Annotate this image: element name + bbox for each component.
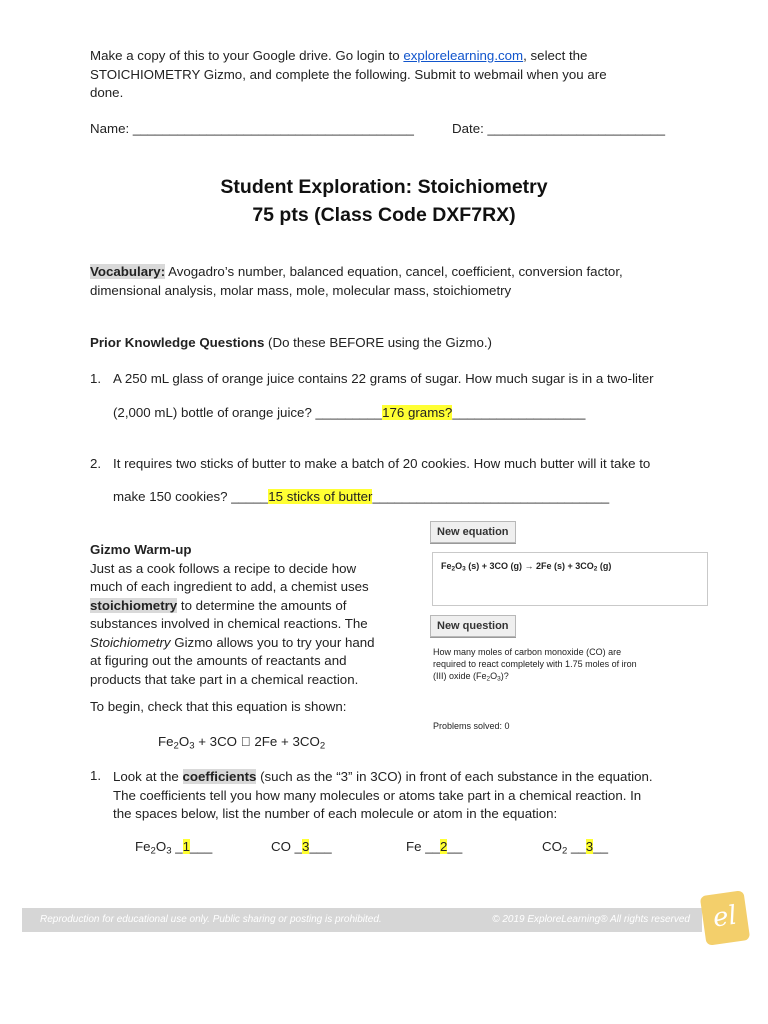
- warmup-text: products that take part in a chemical reaction.: [90, 671, 359, 687]
- equation-display: [432, 552, 708, 606]
- new-question-button[interactable]: New question: [430, 615, 516, 637]
- warmup-section: [90, 541, 410, 689]
- copyright-footer: [22, 908, 702, 932]
- co2-answer[interactable]: $CO_2$ __3__: [542, 839, 608, 857]
- fe2o3-answer[interactable]: $Fe_2O_3$ _1___: [135, 839, 213, 857]
- q1-answer[interactable]: 176 grams?: [382, 405, 453, 420]
- name-field[interactable]: Name: ______________________________________: [90, 121, 414, 136]
- coefficients-term: coefficients: [182, 769, 257, 784]
- intro-text: STOICHIOMETRY Gizmo, and complete the following. Submit to webmail when you are: [90, 66, 607, 82]
- gizmo-panel: [424, 516, 714, 746]
- check-instruction: To begin, check that this equation is shown:: [90, 699, 347, 714]
- fe2o3-coefficient[interactable]: 1: [182, 839, 191, 854]
- intro-text: , select the: [523, 48, 588, 63]
- gizmo-name: Stoichiometry: [90, 634, 171, 650]
- co-coefficient[interactable]: 3: [302, 839, 310, 854]
- vocabulary-label: Vocabulary:: [90, 264, 166, 279]
- q1-text: A 250 mL glass of orange juice contains 22 grams of sugar. How much sugar is in a two-liter: [113, 371, 654, 386]
- warmup-text: at figuring out the amounts of reactants and: [90, 653, 347, 668]
- q2-blank: ________________________________: [372, 489, 610, 504]
- q1-text: (2,000 mL) bottle of orange juice? _________: [113, 405, 383, 420]
- prior-heading-text: Prior Knowledge Questions: [90, 335, 265, 350]
- page-title: Student Exploration: Stoichiometry: [220, 176, 548, 198]
- q1-answer-line[interactable]: [113, 405, 585, 420]
- gizmo-equation: $Fe_2O_3$ (s) + 3CO (g) → 2Fe $(s) + 3CO_2$ (g): [441, 561, 612, 573]
- intro-text: Make a copy of this to your Google drive. Go login to: [90, 48, 404, 63]
- page-subtitle: 75 pts (Class Code DXF7RX): [252, 204, 516, 226]
- warmup-text: Gizmo allows you to try your hand: [170, 634, 375, 650]
- q2-text: It requires two sticks of butter to make a batch of 20 cookies. How much butter will it take to: [113, 456, 651, 471]
- co2-coefficient[interactable]: 3: [585, 839, 594, 854]
- warmup-text: Just as a cook follows a recipe to decide how: [90, 560, 357, 576]
- prior-note: (Do these BEFORE using the Gizmo.): [264, 335, 492, 350]
- q1-number: 1.: [90, 371, 102, 386]
- vocabulary-section: [90, 263, 690, 300]
- coef-q-number: 1.: [90, 768, 102, 783]
- q2-text: make 150 cookies? _____: [113, 489, 269, 504]
- q2-answer[interactable]: 15 sticks of butter: [268, 489, 373, 504]
- footer-notice: Reproduction for educational use only. Public sharing or posting is prohibited.: [40, 914, 382, 925]
- intro-text: done.: [90, 85, 124, 100]
- new-equation-button[interactable]: New equation: [430, 521, 516, 543]
- warmup-text: substances involved in chemical reactions. The: [90, 616, 368, 631]
- intro-paragraph: [90, 47, 690, 103]
- coef-question: Look at the coefficients (such as the “3” in 3CO) in front of each substance in the equation. The coefficients tell you how many molecules or atoms take part in a chemical reaction. In the spaces below, list the number of each molecule or atom in the equation:: [113, 769, 653, 821]
- fe-answer[interactable]: Fe __2__: [406, 839, 463, 854]
- q2-number: 2.: [90, 456, 102, 471]
- warmup-text: much of each ingredient to add, a chemist uses: [90, 579, 369, 594]
- stoichiometry-term: stoichiometry: [90, 597, 178, 613]
- warmup-text: to determine the amounts of: [177, 597, 347, 613]
- co-answer[interactable]: CO _3___: [271, 839, 332, 854]
- warmup-heading: Gizmo Warm-up: [90, 542, 192, 557]
- explorelearning-logo: el: [700, 890, 751, 946]
- footer-copyright: © 2019 ExploreLearning® All rights reserved: [492, 914, 690, 925]
- gizmo-question: How many moles of carbon monoxide (CO) are required to react completely with 1.75 moles of iron (III) oxide $(Fe_2O_3)$?: [433, 647, 637, 683]
- vocabulary-text: Avogadro’s number, balanced equation, cancel, coefficient, conversion factor,: [165, 264, 623, 279]
- q2-answer-line[interactable]: [113, 489, 609, 504]
- q1-blank: __________________: [452, 405, 586, 420]
- problems-solved: Problems solved: 0: [433, 721, 510, 731]
- prior-knowledge-heading: [90, 335, 492, 350]
- explorelearning-link[interactable]: explorelearning.com: [403, 48, 524, 63]
- warmup-equation: $Fe_2O_3 + 3CO$ $2Fe + 3CO_2$: [158, 734, 326, 752]
- date-field[interactable]: Date: ________________________: [452, 121, 665, 136]
- fe-coefficient[interactable]: 2: [440, 839, 448, 854]
- vocabulary-text: dimensional analysis, molar mass, mole, molecular mass, stoichiometry: [90, 282, 512, 298]
